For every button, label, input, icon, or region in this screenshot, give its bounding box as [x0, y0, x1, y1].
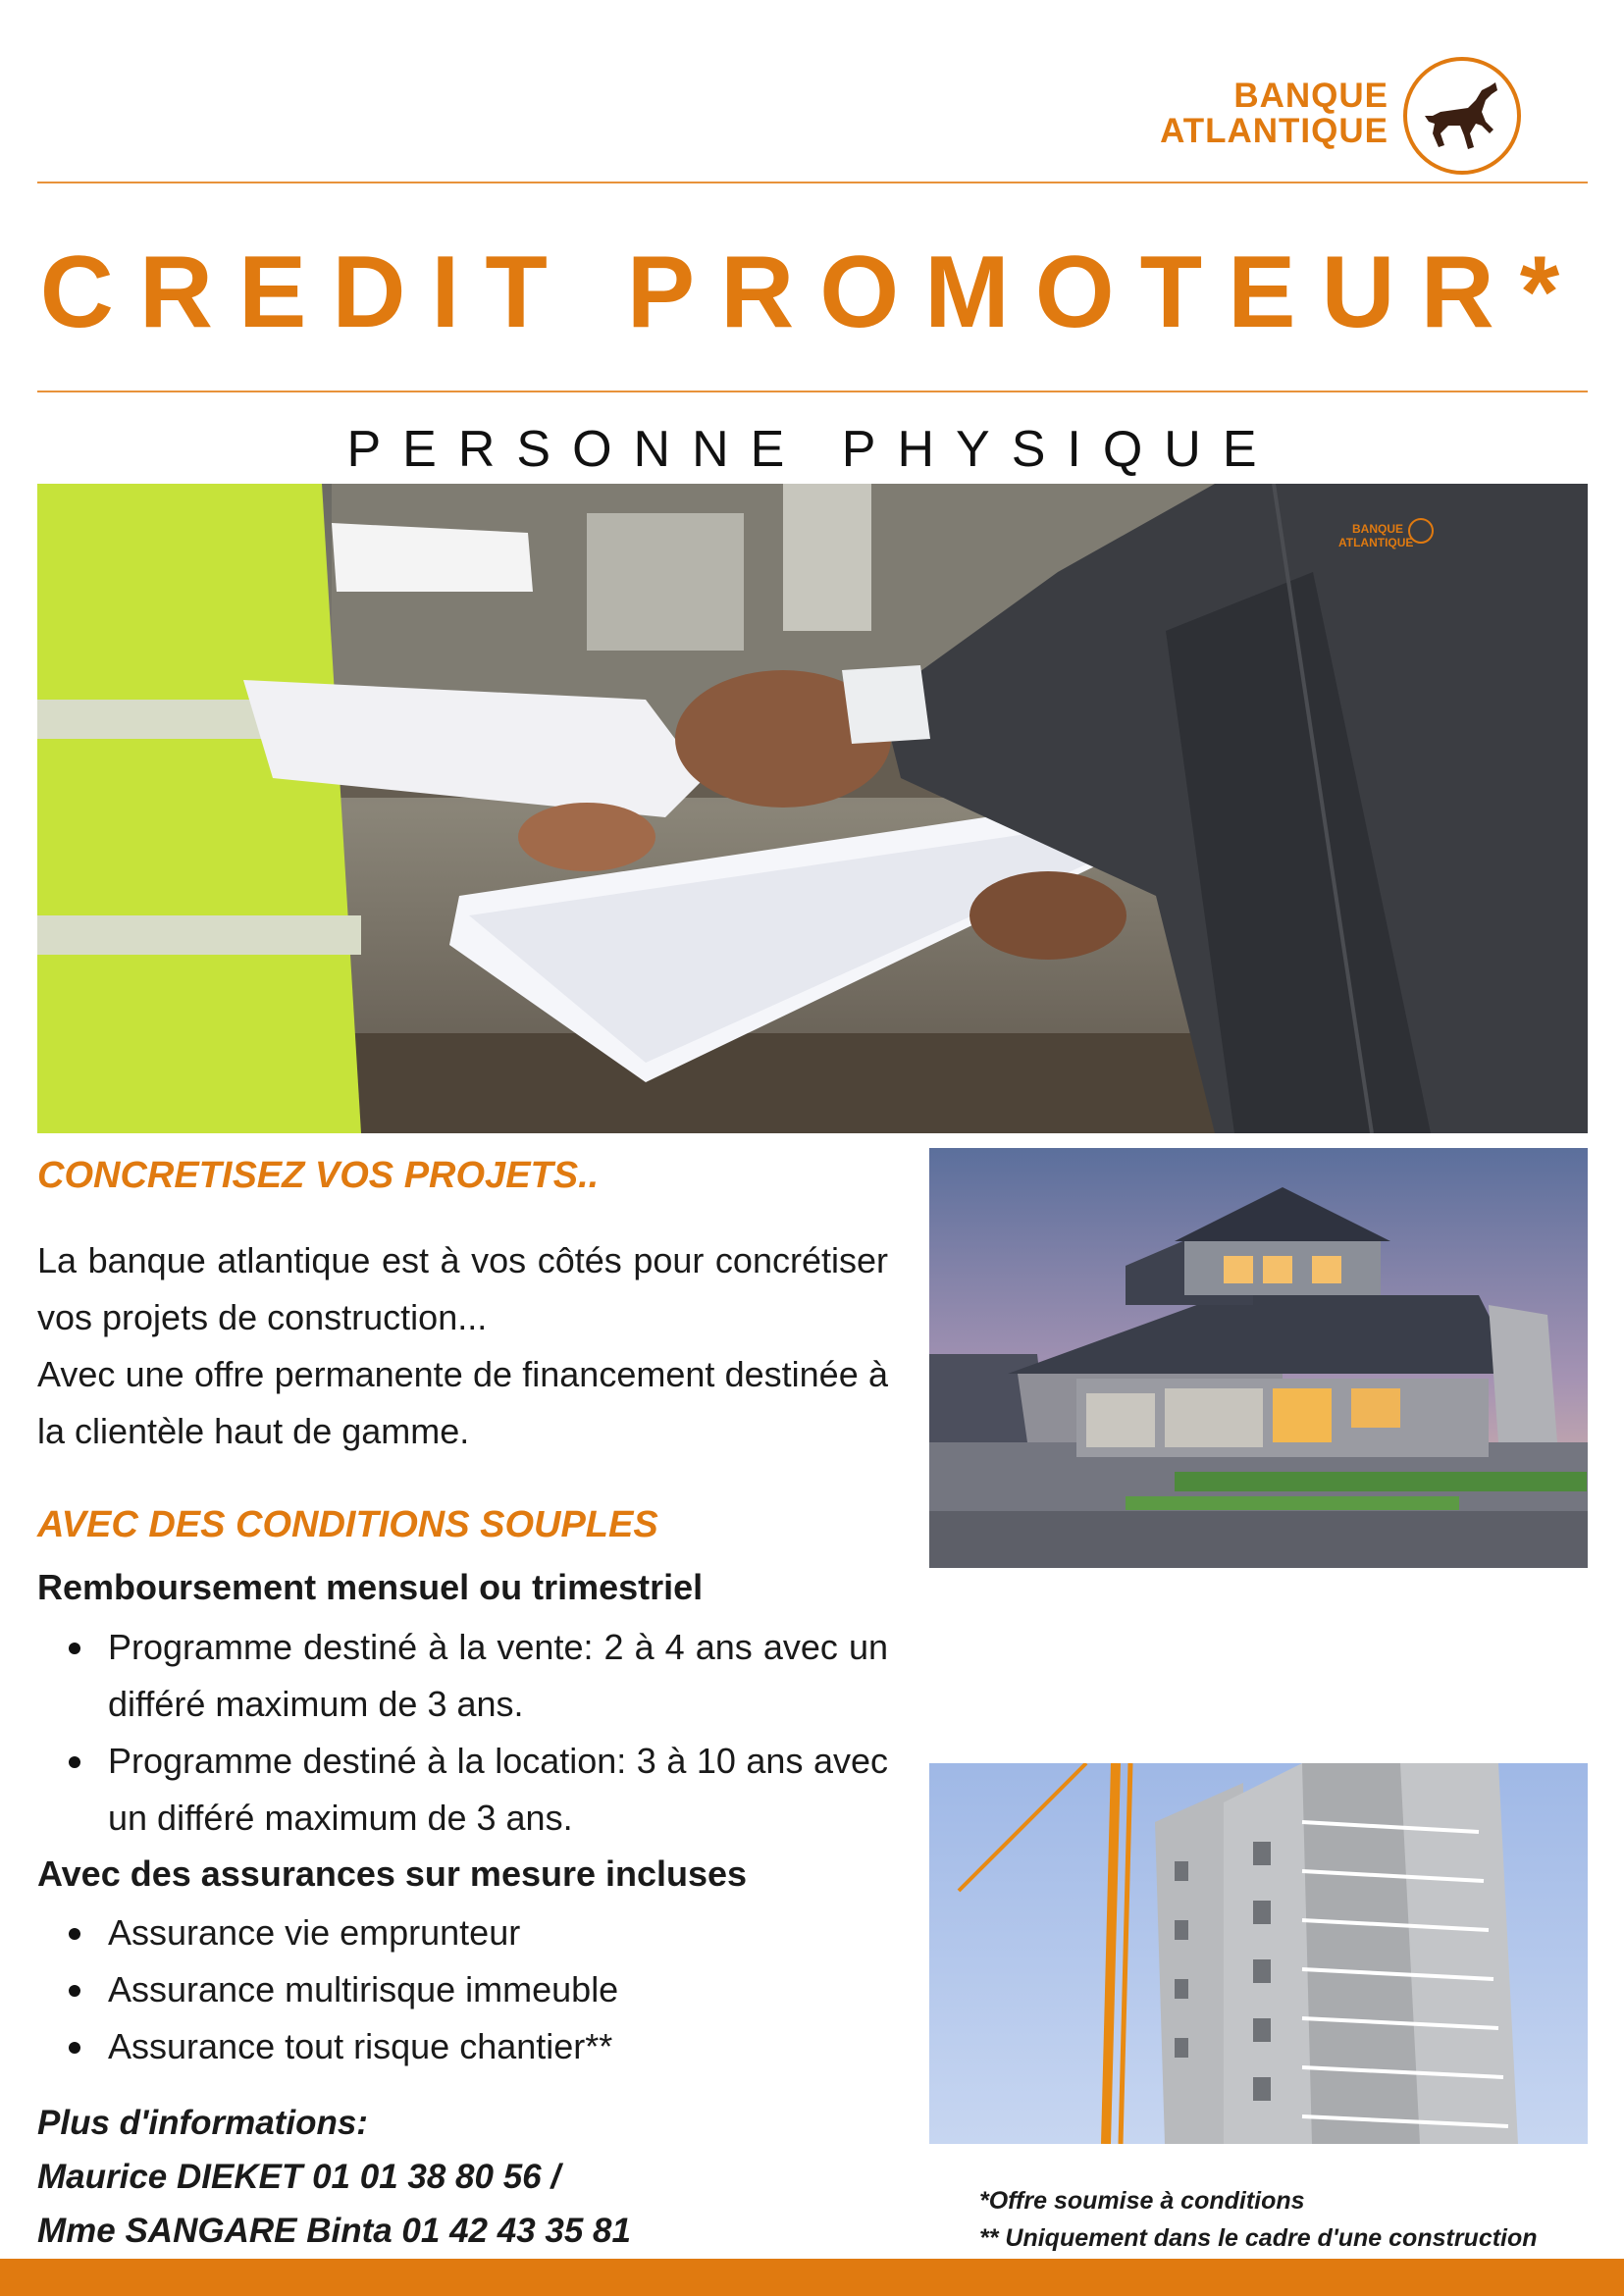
intro-paragraph-1: La banque atlantique est à vos côtés pour concrétiser vos projets de construction... [37, 1240, 888, 1337]
list-item: Assurance tout risque chantier** [37, 2018, 888, 2075]
brand-name [1160, 78, 1388, 149]
page-subtitle: PERSONNE PHYSIQUE [346, 421, 1279, 478]
house-photo [929, 1148, 1588, 1568]
list-item: Programme destiné à la location: 3 à 10 ans avec un différé maximum de 3 ans. [37, 1733, 888, 1847]
top-divider [37, 182, 1588, 183]
brand-line2: ATLANTIQUE [1160, 112, 1388, 150]
section-heading-projets: CONCRETISEZ VOS PROJETS.. [37, 1155, 600, 1196]
jacket-brand-line1: BANQUE [1352, 522, 1404, 536]
contact-line-1: Maurice DIEKET 01 01 38 80 56 / [37, 2158, 561, 2196]
repayment-title: Remboursement mensuel ou trimestriel [37, 1567, 704, 1607]
intro-text [37, 1232, 888, 1460]
jacket-brand-line2: ATLANTIQUE [1338, 536, 1414, 549]
list-item: Programme destiné à la vente: 2 à 4 ans avec un différé maximum de 3 ans. [37, 1619, 888, 1733]
contact-info [37, 2096, 631, 2258]
list-item: Assurance multirisque immeuble [37, 1961, 888, 2018]
section-heading-conditions: AVEC DES CONDITIONS SOUPLES [37, 1504, 658, 1545]
title-divider [37, 391, 1588, 392]
tower-crane-photo [929, 1763, 1588, 2144]
insurance-title: Avec des assurances sur mesure incluses [37, 1853, 748, 1894]
footer-bar [0, 2259, 1624, 2296]
brand-line1: BANQUE [1233, 77, 1388, 115]
repayment-list [37, 1619, 888, 1847]
footnotes [979, 2182, 1538, 2257]
footnote-1: *Offre soumise à conditions [979, 2187, 1305, 2215]
footnote-2: ** Uniquement dans le cadre d'une construction [979, 2224, 1538, 2252]
list-item: Assurance vie emprunteur [37, 1905, 888, 1961]
brand-logo [1070, 55, 1531, 179]
intro-paragraph-2: Avec une offre permanente de financement destinée à la clientèle haut de gamme. [37, 1354, 888, 1451]
handshake-construction-photo [37, 484, 1588, 1133]
page-title: CREDIT PROMOTEUR* [39, 235, 1586, 349]
horse-icon [1403, 57, 1521, 175]
insurance-list [37, 1905, 888, 2075]
contact-line-2: Mme SANGARE Binta 01 42 43 35 81 [37, 2212, 631, 2250]
contact-label: Plus d'informations: [37, 2104, 368, 2142]
